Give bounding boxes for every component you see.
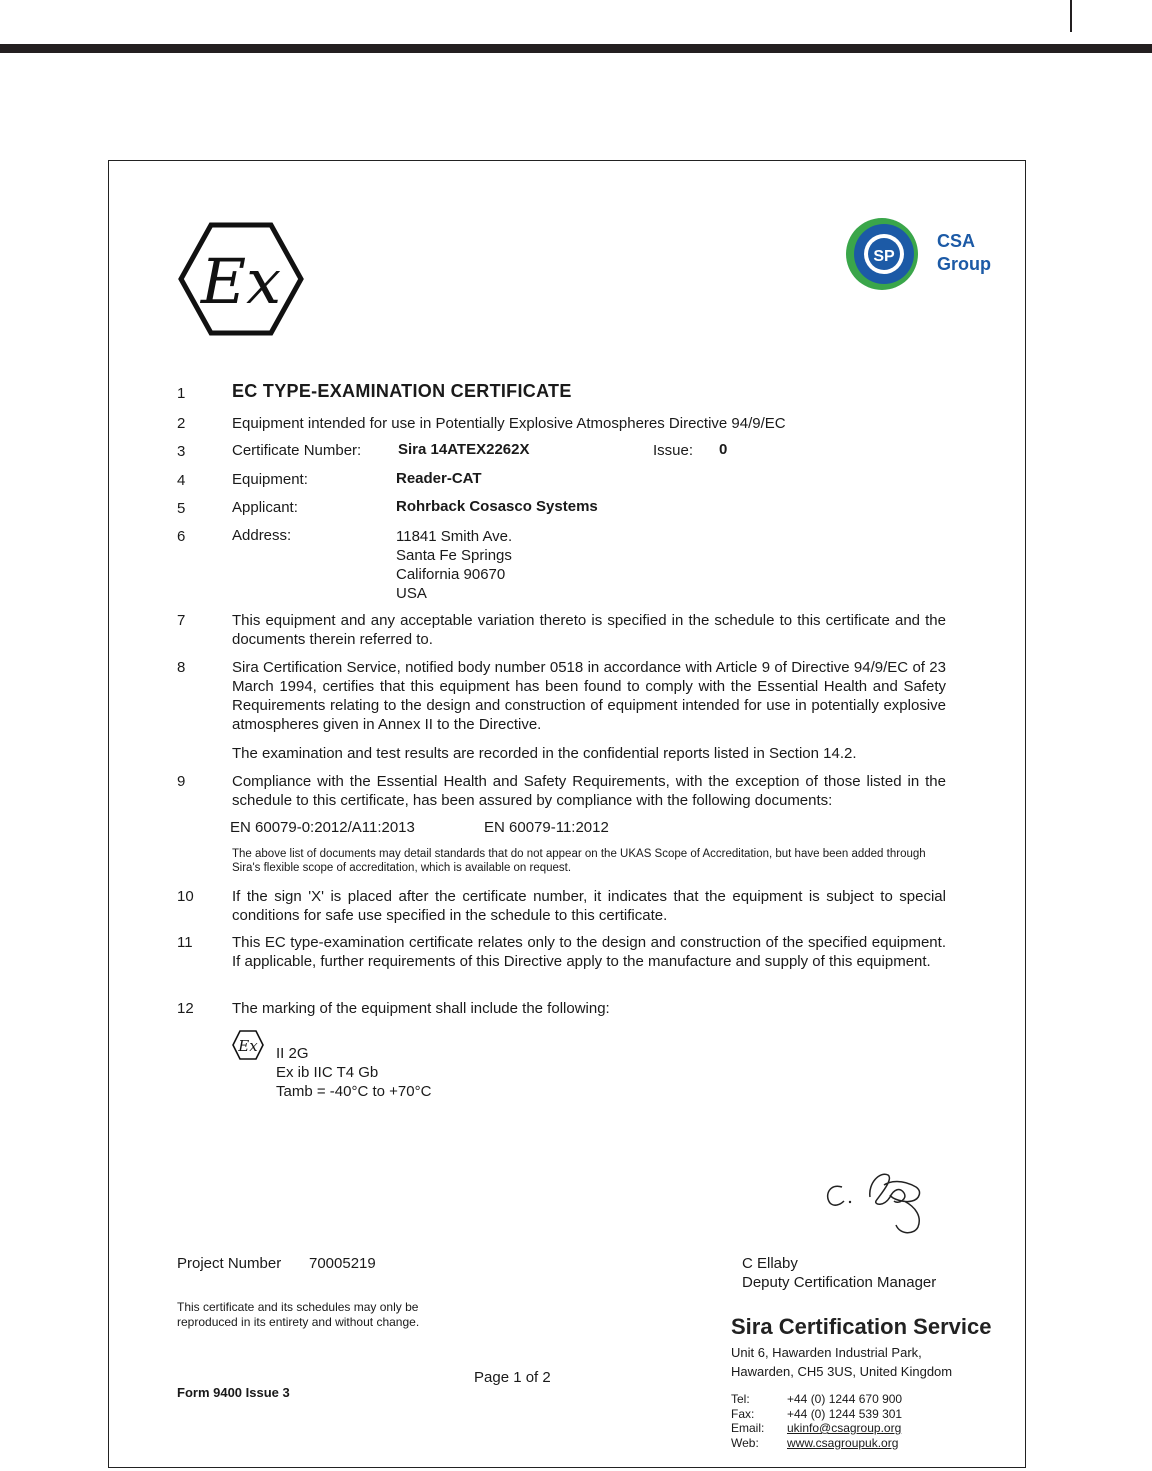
contact-values	[787, 1392, 902, 1450]
org-address-line: Unit 6, Hawarden Industrial Park,	[731, 1345, 922, 1360]
reproduction-note-line: reproduced in its entirety and without change.	[177, 1315, 420, 1329]
item-number: 12	[177, 1000, 194, 1017]
form-number: Form 9400 Issue 3	[177, 1385, 290, 1400]
paragraph-8: Sira Certification Service, notified body number 0518 in accordance with Article 9 of Directive 94/9/EC of 23 March 1994, certifies that this equipment has been found to comply with the Essential Health and Safety Requirements relating to the design and construction of equipment intended for use in potentially explosive atmospheres given in Annex II to the Directive.	[232, 659, 946, 733]
email-link[interactable]: ukinfo@csagroup.org	[787, 1421, 902, 1435]
item-number: 11	[177, 934, 193, 951]
contact-labels	[731, 1392, 764, 1450]
certificate-number: Sira 14ATEX2262X	[398, 441, 530, 458]
project-number: 70005219	[309, 1255, 376, 1272]
standard-2: EN 60079-11:2012	[484, 819, 609, 836]
item-number: 8	[177, 659, 186, 676]
signatory-title: Deputy Certification Manager	[742, 1274, 937, 1291]
reproduction-note	[177, 1300, 419, 1330]
signatory-name: C Ellaby	[742, 1255, 798, 1272]
item-number: 1	[177, 385, 186, 402]
email-label: Email:	[731, 1421, 765, 1435]
item-number: 9	[177, 773, 186, 790]
group-text: Group	[937, 254, 991, 274]
issue-value: 0	[719, 441, 728, 458]
web-link[interactable]: www.csagroupuk.org	[787, 1435, 899, 1450]
header-tick	[1070, 0, 1072, 32]
signature	[820, 1165, 930, 1240]
directive-line: Equipment intended for use in Potentially Explosive Atmospheres Directive 94/9/EC	[232, 415, 786, 432]
address-block	[396, 527, 512, 603]
ex-marking-icon	[231, 1029, 265, 1061]
org-address-line: Hawarden, CH5 3US, United Kingdom	[731, 1364, 953, 1379]
paragraph-8b: The examination and test results are recorded in the confidential reports listed in Section 14.2.	[232, 745, 857, 762]
paragraph-11: This EC type-examination certificate relates only to the design and construction of the specified equipment. If applicable, further requirements of this Directive apply to the manufacture and supply of this equipment.	[232, 934, 946, 970]
address-line: USA	[396, 585, 427, 602]
org-address	[731, 1343, 952, 1381]
item-number: 7	[177, 612, 186, 629]
applicant-label: Applicant:	[232, 499, 298, 516]
marking-block	[276, 1044, 431, 1101]
marking-line: Tamb = -40°C to +70°C	[276, 1083, 432, 1100]
tel-value: +44 (0) 1244 670 900	[787, 1392, 903, 1406]
paragraph-9: Compliance with the Essential Health and Safety Requirements, with the exception of those listed in the schedule to this certificate, has been assured by compliance with the following documents:	[232, 773, 946, 809]
marking-line: Ex ib IIC T4 Gb	[276, 1064, 379, 1081]
page-number: Page 1 of 2	[474, 1369, 551, 1386]
equipment-value: Reader-CAT	[396, 470, 482, 487]
issue-label: Issue:	[653, 442, 694, 459]
web-label: Web:	[731, 1435, 759, 1450]
certificate-number-label: Certificate Number:	[232, 442, 362, 459]
paragraph-10: If the sign 'X' is placed after the certificate number, it indicates that the equipment is subject to special conditions for safe use specified in the schedule to this certificate.	[232, 888, 946, 924]
item-number: 6	[177, 528, 186, 545]
paragraph-7: This equipment and any acceptable variation thereto is specified in the schedule to this certificate and the documents therein referred to.	[232, 612, 946, 648]
csa-text: CSA	[937, 231, 976, 251]
equipment-label: Equipment:	[232, 471, 308, 488]
csa-group-logo	[842, 214, 992, 294]
reproduction-note-line: This certificate and its schedules may only be	[177, 1300, 419, 1314]
address-label: Address:	[232, 527, 292, 544]
address-line: 11841 Smith Ave.	[396, 528, 513, 545]
scope-note: The above list of documents may detail standards that do not appear on the UKAS Scope of Accreditation, but have been added through Sira's flexible scope of accreditation, which is available on request.	[232, 848, 926, 874]
ex-logo-text: Ex	[200, 245, 282, 318]
paragraph-12: The marking of the equipment shall include the following:	[232, 1000, 610, 1017]
project-number-label: Project Number	[177, 1255, 282, 1272]
certificate-title: EC TYPE-EXAMINATION CERTIFICATE	[232, 381, 572, 401]
fax-value: +44 (0) 1244 539 301	[787, 1406, 903, 1421]
marking-line: II 2G	[276, 1045, 309, 1062]
ex-marking-text: Ex	[238, 1037, 258, 1055]
item-number: 4	[177, 472, 186, 489]
item-number: 10	[177, 888, 194, 905]
top-rule	[0, 44, 1152, 53]
ex-logo-icon	[178, 220, 304, 338]
item-number: 3	[177, 443, 186, 460]
applicant-value: Rohrback Cosasco Systems	[396, 498, 598, 515]
item-number: 5	[177, 500, 186, 517]
signatory	[742, 1254, 936, 1292]
fax-label: Fax:	[731, 1406, 755, 1421]
csa-emblem-text: SP	[873, 248, 895, 265]
standard-1: EN 60079-0:2012/A11:2013	[230, 819, 415, 836]
tel-label: Tel:	[731, 1392, 750, 1406]
address-line: California 90670	[396, 566, 506, 583]
org-name: Sira Certification Service	[731, 1314, 992, 1339]
address-line: Santa Fe Springs	[396, 547, 512, 564]
item-number: 2	[177, 415, 186, 432]
